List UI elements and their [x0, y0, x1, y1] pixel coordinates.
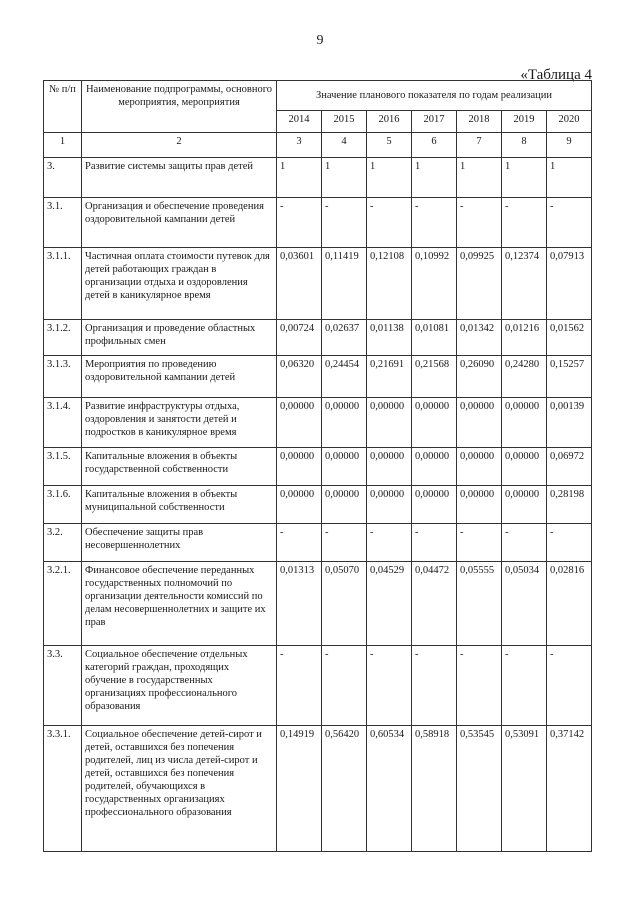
- value-cell: 0,00000: [457, 398, 502, 448]
- row-name: Социальное обеспечение отдельных категорий граждан, проходящих обучение в государственных организациях профессионального образования: [82, 646, 277, 726]
- value-cell: 0,14919: [277, 726, 322, 852]
- value-cell: -: [322, 646, 367, 726]
- value-cell: 0,00000: [322, 448, 367, 486]
- column-number: 2: [82, 133, 277, 158]
- value-cell: 0,15257: [547, 356, 592, 398]
- value-cell: 0,00000: [502, 448, 547, 486]
- value-cell: 1: [457, 158, 502, 198]
- column-number-row: [44, 133, 592, 158]
- value-cell: -: [457, 524, 502, 562]
- row-code: 3.1.2.: [44, 320, 82, 356]
- column-number: 1: [44, 133, 82, 158]
- year-cell: 2017: [412, 111, 457, 133]
- value-cell: -: [502, 198, 547, 248]
- value-cell: 0,00000: [277, 398, 322, 448]
- value-cell: 0,21568: [412, 356, 457, 398]
- value-cell: 0,56420: [322, 726, 367, 852]
- row-name: Социальное обеспечение детей-сирот и детей, оставшихся без попечения родителей, лиц из числа детей-сирот и детей, оставшихся без попечения родителей, обучающихся в государственных организациях профессионального образования: [82, 726, 277, 852]
- value-cell: 0,00000: [412, 448, 457, 486]
- year-cell: 2018: [457, 111, 502, 133]
- value-cell: 0,06320: [277, 356, 322, 398]
- value-cell: 0,02637: [322, 320, 367, 356]
- value-cell: 0,00000: [277, 448, 322, 486]
- value-cell: -: [367, 524, 412, 562]
- value-cell: 0,24454: [322, 356, 367, 398]
- indicator-table: [43, 80, 592, 852]
- value-cell: 0,11419: [322, 248, 367, 320]
- value-cell: -: [322, 524, 367, 562]
- row-name: Обеспечение защиты прав несовершеннолетних: [82, 524, 277, 562]
- row-name: Развитие инфраструктуры отдыха, оздоровления и занятости детей и подростков в каникулярное время: [82, 398, 277, 448]
- value-cell: 0,05034: [502, 562, 547, 646]
- value-cell: 0,00000: [412, 486, 457, 524]
- value-cell: 0,03601: [277, 248, 322, 320]
- value-cell: 0,26090: [457, 356, 502, 398]
- column-number: 7: [457, 133, 502, 158]
- row-code: 3.2.1.: [44, 562, 82, 646]
- value-cell: 0,00000: [367, 486, 412, 524]
- value-cell: 0,60534: [367, 726, 412, 852]
- value-cell: 0,28198: [547, 486, 592, 524]
- year-cell: 2019: [502, 111, 547, 133]
- value-cell: 0,01081: [412, 320, 457, 356]
- row-name: Частичная оплата стоимости путевок для детей работающих граждан в организации отдыха и оздоровления детей в каникулярное время: [82, 248, 277, 320]
- value-cell: -: [457, 198, 502, 248]
- table-row: [44, 320, 592, 356]
- column-number: 5: [367, 133, 412, 158]
- table-row: [44, 448, 592, 486]
- row-name: Финансовое обеспечение переданных государственных полномочий по организации деятельности комиссий по делам несовершеннолетних и защите их прав: [82, 562, 277, 646]
- value-cell: 0,10992: [412, 248, 457, 320]
- value-cell: 0,04529: [367, 562, 412, 646]
- value-cell: 0,00000: [277, 486, 322, 524]
- value-cell: -: [277, 646, 322, 726]
- value-cell: 0,00139: [547, 398, 592, 448]
- value-cell: -: [547, 646, 592, 726]
- value-cell: -: [277, 198, 322, 248]
- value-cell: 0,07913: [547, 248, 592, 320]
- value-cell: 1: [277, 158, 322, 198]
- header-values: Значение планового показателя по годам реализации: [277, 81, 592, 111]
- value-cell: -: [367, 198, 412, 248]
- value-cell: 0,12108: [367, 248, 412, 320]
- value-cell: 0,01562: [547, 320, 592, 356]
- value-cell: 0,04472: [412, 562, 457, 646]
- header-number: № п/п: [44, 81, 82, 133]
- value-cell: 0,01216: [502, 320, 547, 356]
- table-row: [44, 726, 592, 852]
- row-name: Развитие системы защиты прав детей: [82, 158, 277, 198]
- value-cell: 0,12374: [502, 248, 547, 320]
- value-cell: 0,00000: [412, 398, 457, 448]
- value-cell: 0,05555: [457, 562, 502, 646]
- table-row: [44, 646, 592, 726]
- value-cell: -: [277, 524, 322, 562]
- value-cell: -: [322, 198, 367, 248]
- value-cell: 0,58918: [412, 726, 457, 852]
- value-cell: -: [502, 524, 547, 562]
- column-number: 8: [502, 133, 547, 158]
- value-cell: 0,00000: [502, 486, 547, 524]
- row-code: 3.1.6.: [44, 486, 82, 524]
- row-name: Организация и проведение областных профильных смен: [82, 320, 277, 356]
- value-cell: 0,01313: [277, 562, 322, 646]
- table-row: [44, 524, 592, 562]
- value-cell: 0,00000: [457, 448, 502, 486]
- table-row: [44, 248, 592, 320]
- column-number: 4: [322, 133, 367, 158]
- row-code: 3.1.5.: [44, 448, 82, 486]
- year-cell: 2015: [322, 111, 367, 133]
- row-name: Капитальные вложения в объекты муниципальной собственности: [82, 486, 277, 524]
- value-cell: 0,00000: [367, 398, 412, 448]
- row-name: Мероприятия по проведению оздоровительной кампании детей: [82, 356, 277, 398]
- table-row: [44, 158, 592, 198]
- row-code: 3.1.3.: [44, 356, 82, 398]
- row-code: 3.1.: [44, 198, 82, 248]
- row-code: 3.1.4.: [44, 398, 82, 448]
- value-cell: 1: [547, 158, 592, 198]
- row-code: 3.2.: [44, 524, 82, 562]
- value-cell: 0,02816: [547, 562, 592, 646]
- value-cell: 0,53091: [502, 726, 547, 852]
- value-cell: 0,01342: [457, 320, 502, 356]
- value-cell: -: [412, 646, 457, 726]
- value-cell: 0,37142: [547, 726, 592, 852]
- value-cell: 0,00724: [277, 320, 322, 356]
- page-number: 9: [316, 33, 324, 48]
- column-number: 3: [277, 133, 322, 158]
- column-number: 6: [412, 133, 457, 158]
- table-caption: «Таблица 4: [520, 67, 592, 83]
- value-cell: 1: [322, 158, 367, 198]
- value-cell: 1: [412, 158, 457, 198]
- value-cell: 1: [502, 158, 547, 198]
- row-name: Капитальные вложения в объекты государственной собственности: [82, 448, 277, 486]
- value-cell: -: [547, 524, 592, 562]
- table-row: [44, 486, 592, 524]
- column-number: 9: [547, 133, 592, 158]
- value-cell: 0,09925: [457, 248, 502, 320]
- table-row: [44, 398, 592, 448]
- value-cell: 0,21691: [367, 356, 412, 398]
- table-row: [44, 356, 592, 398]
- value-cell: 0,00000: [322, 398, 367, 448]
- value-cell: 0,24280: [502, 356, 547, 398]
- value-cell: 1: [367, 158, 412, 198]
- year-cell: 2020: [547, 111, 592, 133]
- header-name: Наименование подпрограммы, основного мероприятия, мероприятия: [82, 81, 277, 133]
- value-cell: -: [502, 646, 547, 726]
- value-cell: 0,00000: [322, 486, 367, 524]
- year-cell: 2016: [367, 111, 412, 133]
- row-code: 3.: [44, 158, 82, 198]
- row-name: Организация и обеспечение проведения оздоровительной кампании детей: [82, 198, 277, 248]
- year-cell: 2014: [277, 111, 322, 133]
- value-cell: -: [412, 524, 457, 562]
- value-cell: -: [457, 646, 502, 726]
- row-code: 3.3.: [44, 646, 82, 726]
- value-cell: -: [547, 198, 592, 248]
- value-cell: 0,01138: [367, 320, 412, 356]
- value-cell: 0,00000: [457, 486, 502, 524]
- row-code: 3.3.1.: [44, 726, 82, 852]
- value-cell: 0,05070: [322, 562, 367, 646]
- value-cell: -: [412, 198, 457, 248]
- value-cell: 0,53545: [457, 726, 502, 852]
- table-row: [44, 198, 592, 248]
- table-row: [44, 562, 592, 646]
- value-cell: 0,00000: [502, 398, 547, 448]
- value-cell: 0,06972: [547, 448, 592, 486]
- row-code: 3.1.1.: [44, 248, 82, 320]
- value-cell: -: [367, 646, 412, 726]
- value-cell: 0,00000: [367, 448, 412, 486]
